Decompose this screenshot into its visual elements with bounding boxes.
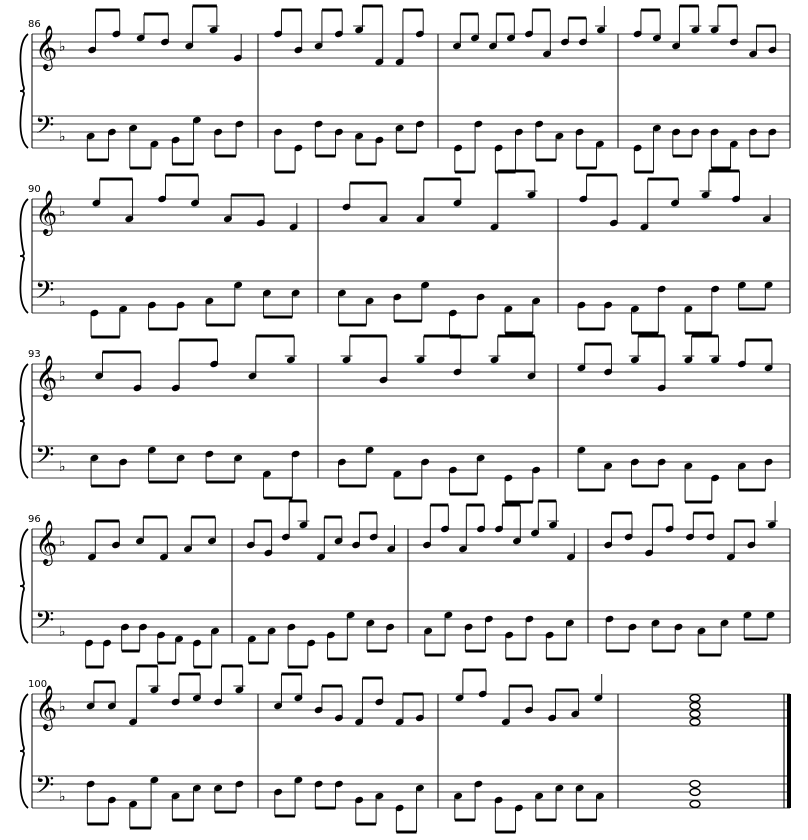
note [579,175,588,203]
note [507,14,516,42]
note [335,128,344,156]
note [732,175,741,203]
brace-icon [20,694,28,808]
bass-clef-icon: 𝄢 [35,441,55,476]
note [490,336,499,364]
note [464,623,473,651]
note [525,615,534,643]
note [119,458,128,486]
note [294,26,303,54]
treble-staff [32,529,790,561]
note [423,521,432,549]
note [684,305,693,333]
note [768,501,777,529]
note [697,627,706,655]
note [92,179,101,207]
note [395,804,404,832]
flat-icon: ♭ [59,459,66,475]
note [416,336,425,364]
note [657,364,666,392]
note [139,623,148,651]
note [657,285,666,313]
note [342,336,351,364]
note [176,301,185,329]
note [548,694,557,722]
note [248,352,257,380]
note [604,348,613,376]
note [205,297,214,325]
note [375,136,384,164]
note [314,22,323,50]
note [393,293,402,321]
note [335,10,344,38]
note [672,22,681,50]
whole-note [690,711,700,718]
note [256,199,265,227]
note [674,623,683,651]
treble-clef-icon: 𝄞 [35,190,58,234]
note [701,171,710,199]
brace-icon [20,199,28,313]
brace-icon [20,34,28,148]
note [684,336,693,364]
note [264,529,273,557]
note [416,120,425,148]
flat-icon: ♭ [59,39,66,55]
note [653,14,662,42]
note [161,18,170,46]
note [248,635,257,663]
note [191,179,200,207]
note [386,623,395,651]
note [210,340,219,368]
measure-number: 86 [28,19,41,30]
note [235,666,244,694]
note [379,356,388,384]
note [596,792,605,820]
note [671,179,680,207]
note [335,780,344,808]
note [710,6,719,34]
note [175,635,184,663]
note [535,792,544,820]
note [158,175,167,203]
note [561,18,570,46]
note [214,678,223,706]
treble-clef-icon: 𝄞 [35,25,58,69]
note [449,309,458,337]
treble-staff [32,34,790,66]
whole-note [690,789,700,796]
note [504,474,513,502]
note [335,694,344,722]
note [738,462,747,490]
note [665,505,674,533]
note [342,183,351,211]
note [525,686,534,714]
note [710,128,719,156]
note [119,305,128,333]
note [121,623,130,651]
whole-note [690,781,700,788]
note [684,462,693,490]
note [624,513,633,541]
note [136,14,145,42]
note [441,505,450,533]
note [375,792,384,820]
note [112,521,121,549]
note [711,474,720,502]
note [605,615,614,643]
note [476,293,485,321]
note [545,631,554,659]
treble-staff [32,364,790,396]
note [749,128,758,156]
note [185,22,194,50]
note [454,144,463,172]
note [471,14,480,42]
whole-note [690,695,700,702]
note [314,120,323,148]
note [631,305,640,333]
note [369,513,378,541]
note [527,352,536,380]
note [355,6,364,34]
note [208,517,217,545]
note [764,344,773,372]
staff-system [20,6,790,172]
note [247,521,256,549]
treble-clef-icon: 𝄞 [35,520,58,564]
note [768,26,777,54]
note [691,128,700,156]
measure-number: 90 [28,184,41,195]
bass-clef-icon: 𝄢 [35,111,55,146]
note [86,780,95,808]
note [631,458,640,486]
note [205,450,214,478]
note [579,18,588,46]
note [393,470,402,498]
note [95,352,104,380]
flat-icon: ♭ [59,789,66,805]
flat-icon: ♭ [59,534,66,550]
note [157,631,166,659]
note [453,22,462,50]
treble-clef-icon: 𝄞 [35,355,58,399]
note [738,340,747,368]
note [355,132,364,160]
note [334,517,343,545]
note [90,309,99,337]
staff-system [20,666,791,832]
note [691,6,700,34]
note [171,792,180,820]
note [764,458,773,486]
note [103,639,112,667]
note [365,297,374,325]
note [577,344,586,372]
note [604,462,613,490]
measure-number: 96 [28,514,41,525]
note [294,144,303,172]
flat-icon: ♭ [59,129,66,145]
note [171,136,180,164]
note [424,627,433,655]
note [352,521,361,549]
note [235,780,244,808]
note [495,505,504,533]
note [645,529,654,557]
note [633,144,642,172]
note [525,10,534,38]
note [515,804,524,832]
note [527,171,536,199]
note [193,639,202,667]
note [314,686,323,714]
note [86,682,95,710]
note [86,132,95,160]
note [504,305,513,333]
note [549,501,558,529]
note [235,120,244,148]
whole-note [690,719,700,726]
note [129,800,138,828]
note [505,631,514,659]
bass-staff [32,281,790,313]
note [108,682,117,710]
note [477,505,486,533]
note [282,513,291,541]
note [355,796,364,824]
note [274,10,283,38]
note [136,517,145,545]
note [133,364,142,392]
note [532,466,541,494]
note [338,458,347,486]
note [234,34,243,62]
bass-staff [32,446,790,478]
note [449,466,458,494]
note [287,336,296,364]
note [193,674,202,702]
note [730,18,739,46]
note [88,26,97,54]
note [610,199,619,227]
final-barline-icon [787,694,791,808]
note [416,10,425,38]
note [375,678,384,706]
note [597,6,606,34]
note [287,623,296,651]
note [575,128,584,156]
note [594,674,603,702]
note [604,301,613,329]
note [768,128,777,156]
note [513,517,522,545]
flat-icon: ♭ [59,624,66,640]
flat-icon: ♭ [59,294,66,310]
note [416,694,425,722]
note [657,458,666,486]
bass-staff [32,776,790,808]
bass-clef-icon: 𝄢 [35,771,55,806]
note [711,285,720,313]
note [478,670,487,698]
note [150,666,159,694]
brace-icon [20,529,28,643]
flat-icon: ♭ [59,369,66,385]
note [633,10,642,38]
whole-note [690,703,700,710]
note [453,348,462,376]
staff-system [20,336,790,502]
whole-note [690,801,700,808]
note [494,796,503,824]
note [604,521,613,549]
note [274,128,283,156]
note [294,674,303,702]
note [274,682,283,710]
note [148,301,157,329]
note [421,458,430,486]
note [307,639,316,667]
measure-number: 93 [28,349,41,360]
note [631,336,640,364]
note [327,631,336,659]
note [453,179,462,207]
note [747,521,756,549]
note [730,140,739,168]
note [455,674,464,702]
measure-number: 100 [28,679,48,690]
treble-clef-icon: 𝄞 [35,685,58,729]
note [108,128,117,156]
note [299,501,308,529]
note [515,128,524,156]
note [555,132,564,160]
note [596,140,605,168]
note [531,509,540,537]
note [214,128,223,156]
note [263,470,272,498]
note [474,120,483,148]
note [485,615,494,643]
note [489,22,498,50]
staff-system [20,501,790,667]
note [706,513,715,541]
note [535,120,544,148]
note [150,140,159,168]
note [628,623,637,651]
note [494,144,503,172]
flat-icon: ♭ [59,204,66,220]
note [577,301,586,329]
note [274,788,283,816]
bass-clef-icon: 𝄢 [35,606,55,641]
note [211,627,220,655]
flat-icon: ♭ [59,699,66,715]
treble-staff [32,694,790,726]
note [474,780,483,808]
note [291,450,300,478]
note [672,128,681,156]
note [112,10,121,38]
note [454,792,463,820]
note [532,297,541,325]
brace-icon [20,364,28,478]
note [314,780,323,808]
note [85,639,94,667]
note [209,6,218,34]
note [711,336,720,364]
note [686,513,695,541]
note [267,627,276,655]
bass-clef-icon: 𝄢 [35,276,55,311]
note [171,678,180,706]
note [172,364,181,392]
staff-system [20,171,790,337]
note [108,796,117,824]
